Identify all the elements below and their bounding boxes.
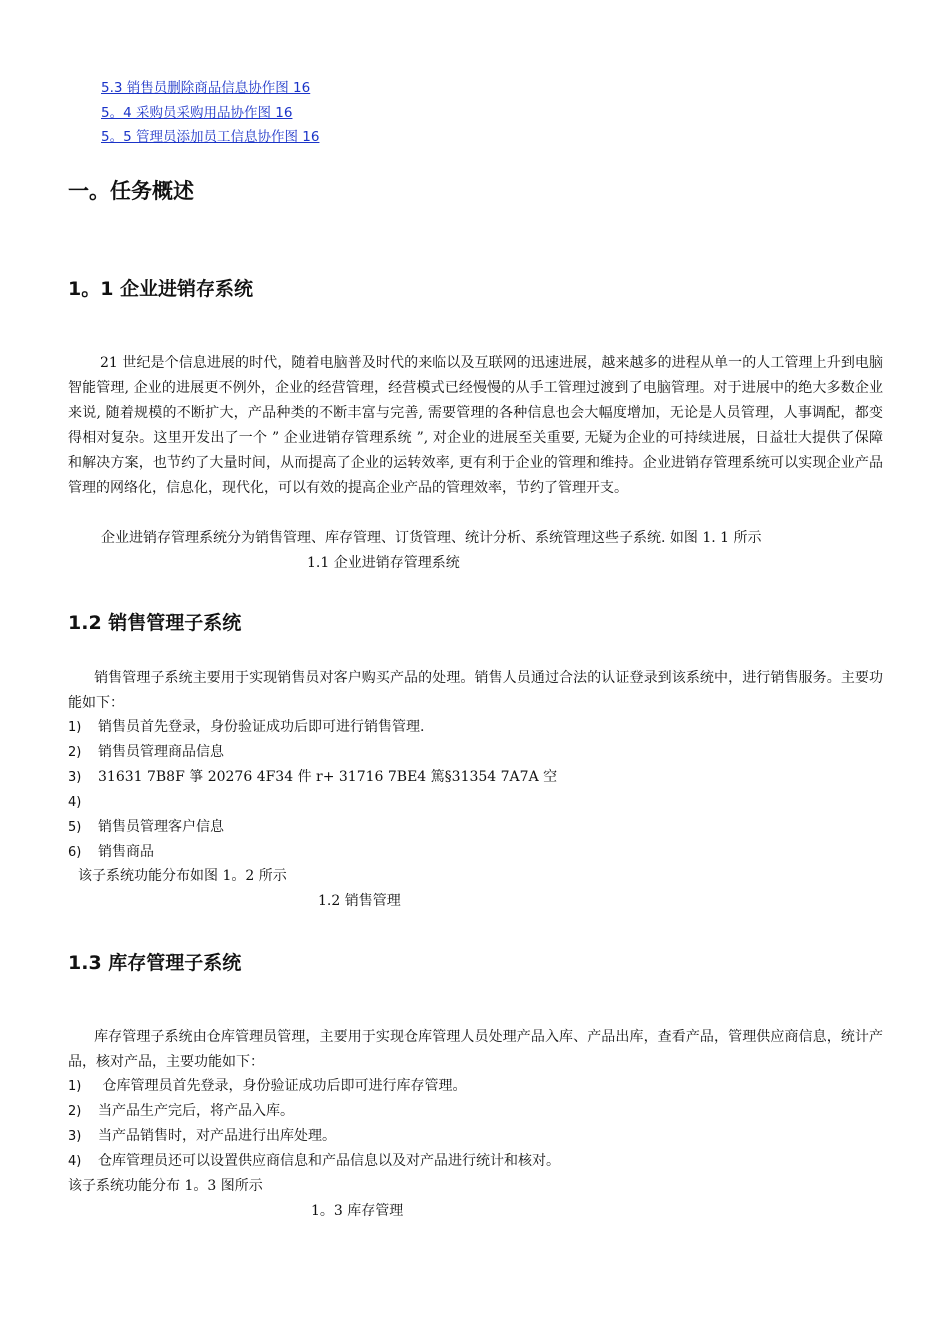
paragraph-text: 库存管理子系统由仓库管理员管理，主要用于实现仓库管理人员处理产品入库、产品出库，查看产品，管理供应商信息，统计产品，核对产品，主要功能如下：: [68, 1029, 883, 1070]
figure-caption: 1。3 库存管理: [311, 1203, 404, 1219]
paragraph: 该子系统功能分布如图 1。2 所示: [78, 868, 287, 884]
subsection-heading: 1。1 企业进销存系统: [68, 278, 254, 300]
paragraph-text: 销售管理子系统主要用于实现销售员对客户购买产品的处理。销售人员通过合法的认证登录到该系统中，进行销售服务。主要功能如下：: [68, 670, 883, 711]
list-item: 4) 仓库管理员还可以设置供应商信息和产品信息以及对产品进行统计和核对。: [68, 1153, 560, 1169]
toc-link[interactable]: 5.3 销售员删除商品信息协作图 16: [101, 80, 311, 96]
list-item: 3) 当产品销售时，对产品进行出库处理。: [68, 1128, 336, 1144]
toc-link[interactable]: 5。4 采购员采购用品协作图 16: [101, 104, 293, 121]
list-item: 1) 仓库管理员首先登录，身份验证成功后即可进行库存管理。: [68, 1078, 467, 1094]
list-item: 5) 销售员管理客户信息: [68, 819, 224, 835]
paragraph-text: 21 世纪是个信息进展的时代，随着电脑普及时代的来临以及互联网的迅速进展，越来越多的进程从单一的人工管理上升到电脑智能管理, 企业的进展更不例外，企业的经营管理，经营模式已经慢慢的从手工管理过渡到了电脑管理。对于进展中的绝大多数企业来说, 随着规模的不断扩大，产品种类的不断丰富与完善, 需要管理的各种信息也会大幅度增加，无论是人员管理，人事调配，都变得相对复杂。这里开发出了一个 ” 企业进销存管理系统 ”, 对企业的进展至关重要, 无疑为企业的可持续进展，日益壮大提供了保障和解决方案，也节约了大量时间，从而提高了企业的运转效率, 更有利于企业的管理和维持。企业进销存管理系统可以实现企业产品管理的网络化，信息化，现代化，可以有效的提高企业产品的管理效率，节约了管理开支。: [68, 355, 883, 496]
list-item: 6) 销售商品: [68, 844, 154, 860]
figure-caption: 1.1 企业进销存管理系统: [307, 555, 460, 571]
paragraph: 该子系统功能分布 1。3 图所示: [68, 1178, 263, 1194]
paragraph: [68, 666, 883, 716]
figure-caption: 1.2 销售管理: [318, 893, 401, 909]
list-item: 2) 当产品生产完后，将产品入库。: [68, 1103, 294, 1119]
subsection-heading: 1.2 销售管理子系统: [68, 612, 242, 634]
toc-link[interactable]: 5。5 管理员添加员工信息协作图 16: [101, 129, 320, 145]
table-of-contents: [101, 76, 319, 150]
paragraph: [68, 1025, 883, 1075]
paragraph: [68, 351, 883, 501]
list-item: 1) 销售员首先登录，身份验证成功后即可进行销售管理.: [68, 719, 425, 735]
list-item: 4): [68, 795, 82, 810]
feature-list: [68, 1074, 883, 1174]
section-heading: 一。任务概述: [68, 179, 194, 203]
list-item: 3) 31631 7B8F 箏 20276 4F34 件 r+ 31716 7BE4 篤§31354 7A7A 空: [68, 769, 558, 785]
paragraph: 企业进销存管理系统分为销售管理、库存管理、订货管理、统计分析、系统管理这些子系统. 如图 1. 1 所示: [101, 530, 762, 546]
list-item: 2) 销售员管理商品信息: [68, 744, 224, 760]
feature-list: [68, 715, 883, 865]
subsection-heading: 1.3 库存管理子系统: [68, 952, 242, 974]
